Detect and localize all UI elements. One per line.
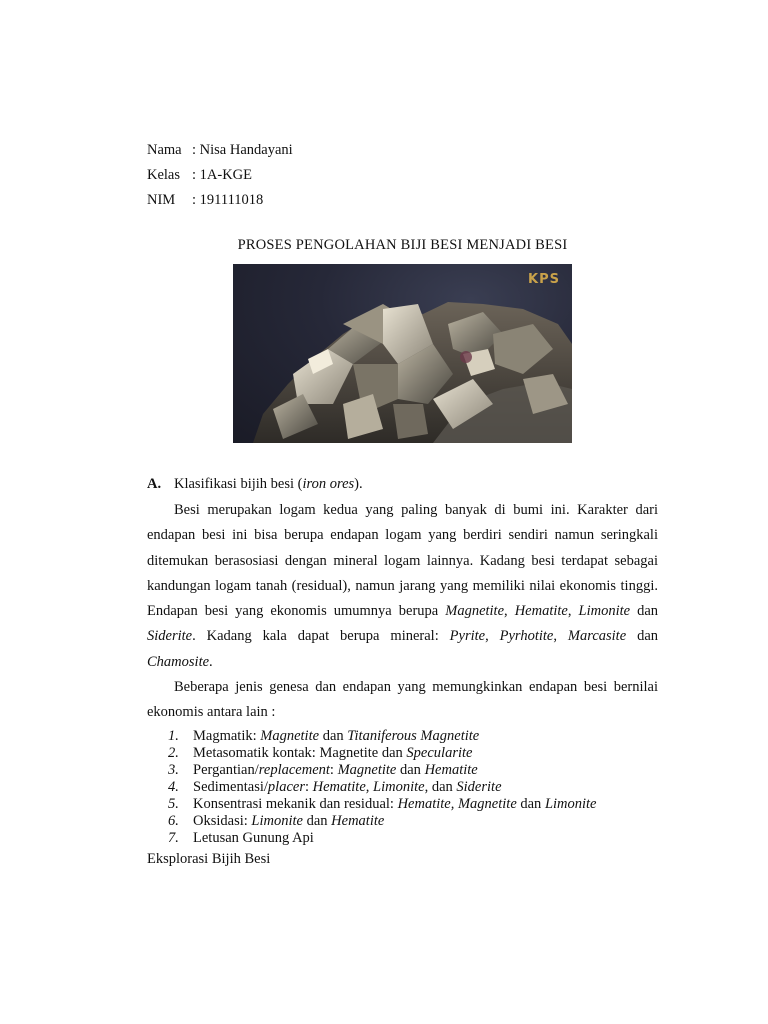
genesis-list [168,728,597,847]
text-run: , [485,628,500,645]
section-a-heading [147,476,363,493]
list-number: 3. [168,762,179,778]
list-item [168,796,597,813]
info-row-nim [147,188,293,213]
info-value: : 1A-KGE [192,167,253,183]
info-label: Nama [147,142,182,158]
paragraph-iron-description [147,498,658,675]
list-text: Metasomatik kontak: Magnetite dan Specularite [193,745,473,761]
heading-end: ). [354,476,363,492]
italic-run: Siderite [147,628,193,645]
text-run: dan [626,628,659,645]
text-run: , [504,603,515,620]
student-info [147,138,293,213]
mineral-illustration [233,264,572,443]
info-row-class [147,163,293,188]
italic-run: Hematite [514,603,568,620]
list-number: 1. [168,728,179,744]
info-label: Kelas [147,167,181,183]
text-run: , [567,603,579,620]
list-item [168,745,597,762]
list-number: 6. [168,813,179,829]
text-run: , [553,628,568,645]
list-text: Konsentrasi mekanik dan residual: Hematite, Magnetite dan Limonite [193,796,597,812]
text-run: . Kadang kala dapat berupa mineral: [192,628,450,645]
paragraph-genesis-intro: Beberapa jenis genesa dan endapan yang memungkinkan endapan besi bernilai ekonomis antara lain : [147,679,658,721]
italic-run: Limonite [578,603,631,620]
heading-italic: iron ores [302,476,355,492]
pyrite-mineral-photo [233,264,572,443]
list-number: 7. [168,830,179,846]
info-label: NIM [147,192,176,208]
italic-run: Pyrite [449,628,486,645]
section-heading-text [174,476,363,493]
list-text: Oksidasi: Limonite dan Hematite [193,813,385,829]
kps-logo: KPS [528,272,560,287]
list-text: Letusan Gunung Api [193,830,314,846]
italic-run: Pyrhotite [499,628,554,645]
list-text: Magmatik: Magnetite dan Titaniferous Magnetite [193,728,480,744]
list-item [168,830,597,847]
info-value: : 191111018 [192,192,264,208]
italic-run: Magnetite [445,603,505,620]
list-number: 5. [168,796,179,812]
document-title: PROSES PENGOLAHAN BIJI BESI MENJADI BESI [237,237,568,253]
list-number: 4. [168,779,179,795]
list-item [168,728,597,745]
info-row-name [147,138,293,163]
subheading-exploration: Eksplorasi Bijih Besi [147,851,271,867]
list-number: 2. [168,745,179,761]
text-run: dan [630,603,659,620]
text-run: Besi merupakan logam kedua yang paling banyak di bumi ini. Karakter dari endapan besi ini bisa berupa endapan logam yang berdiri sendiri namun seringkali ditemukan berasosiasi dengan mineral logam lainnya. Kadang besi terdapat sebagai kandungan logam tanah (residual), namun jarang yang memiliki nilai ekonomis tinggi. Endapan besi yang ekonomis umumnya berupa [147,502,658,620]
list-text: Sedimentasi/placer: Hematite, Limonite, dan Siderite [193,779,502,795]
text-run: . [209,653,213,670]
italic-run: Marcasite [567,628,627,645]
heading-part: Klasifikasi bijih besi ( [174,476,303,492]
list-item [168,779,597,796]
italic-run: Chamosite [147,653,210,670]
info-value: : Nisa Handayani [192,142,293,158]
section-letter: A. [147,476,162,492]
list-item [168,762,597,779]
list-text: Pergantian/replacement: Magnetite dan Hematite [193,762,478,778]
list-item [168,813,597,830]
